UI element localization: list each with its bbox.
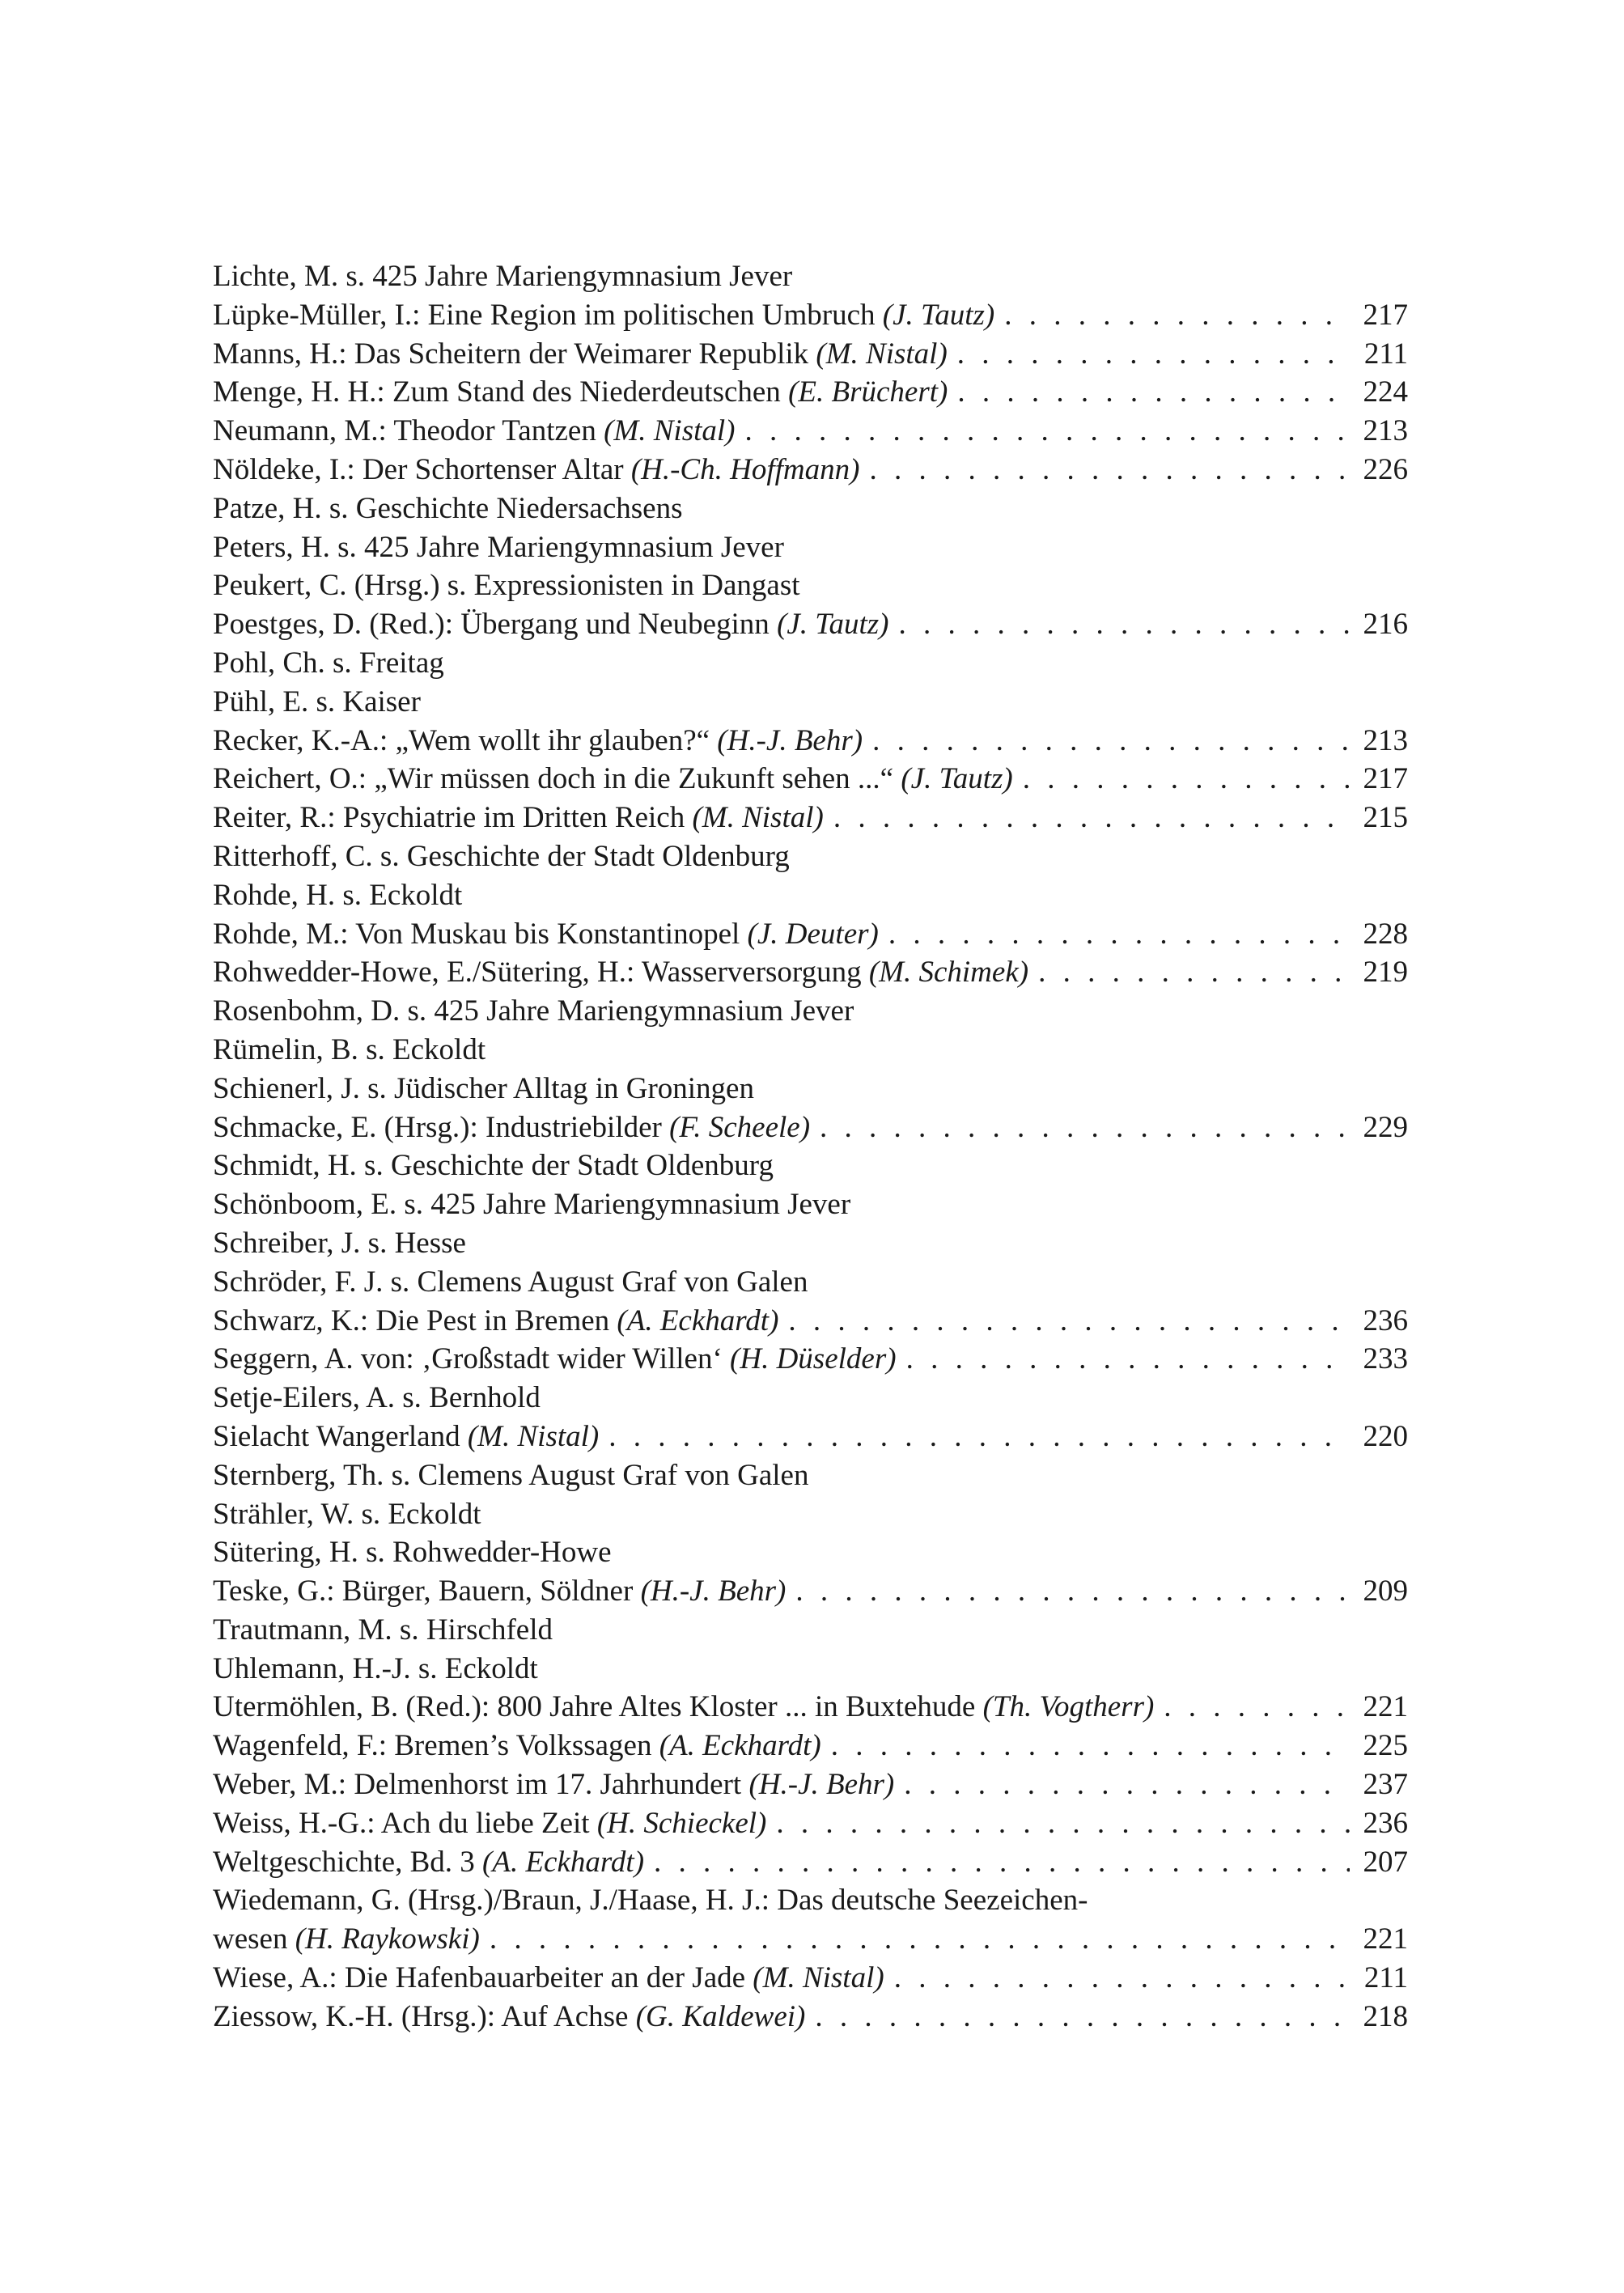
index-entry bbox=[213, 1302, 1408, 1341]
index-entry bbox=[213, 1959, 1408, 1998]
dot-leader bbox=[745, 412, 1351, 451]
entry-text: Weltgeschichte, Bd. 3 (A. Eckhardt) bbox=[213, 1845, 645, 1879]
index-entry bbox=[213, 1765, 1408, 1804]
entry-text: Sternberg, Th. s. Clemens August Graf von Galen bbox=[213, 1458, 809, 1492]
index-entry bbox=[213, 837, 1408, 876]
dot-leader bbox=[815, 1998, 1350, 2037]
entry-text: Wagenfeld, F.: Bremen’s Volkssagen (A. Eckhardt) bbox=[213, 1729, 821, 1763]
index-entry bbox=[213, 1881, 1408, 1920]
index-entry bbox=[213, 1185, 1408, 1224]
entry-text: Strähler, W. s. Eckoldt bbox=[213, 1497, 481, 1531]
page-number: 216 bbox=[1363, 608, 1408, 642]
page-number: 219 bbox=[1363, 956, 1408, 990]
page-number: 213 bbox=[1363, 414, 1408, 448]
page-number: 211 bbox=[1363, 337, 1408, 371]
dot-leader bbox=[831, 1727, 1350, 1765]
index-entry bbox=[213, 644, 1408, 683]
dot-leader bbox=[894, 1959, 1350, 1998]
index-entry bbox=[213, 1611, 1408, 1650]
page-number: 236 bbox=[1363, 1303, 1408, 1337]
dot-leader bbox=[888, 915, 1350, 954]
page-number: 236 bbox=[1363, 1806, 1408, 1840]
index-entry bbox=[213, 876, 1408, 915]
dot-leader bbox=[776, 1804, 1350, 1843]
dot-leader bbox=[1164, 1688, 1350, 1727]
index-entry bbox=[213, 412, 1408, 451]
index-entry bbox=[213, 799, 1408, 837]
index-entry bbox=[213, 296, 1408, 335]
entry-text: Patze, H. s. Geschichte Niedersachsens bbox=[213, 491, 683, 525]
entry-text: Lüpke-Müller, I.: Eine Region im politischen Umbruch (J. Tautz) bbox=[213, 298, 995, 332]
index-entry bbox=[213, 1998, 1408, 2037]
entry-text: Ziessow, K.-H. (Hrsg.): Auf Achse (G. Kaldewei) bbox=[213, 1999, 806, 2033]
index-entry bbox=[213, 335, 1408, 374]
dot-leader bbox=[957, 335, 1350, 374]
entry-text: Uhlemann, H.-J. s. Eckoldt bbox=[213, 1651, 538, 1685]
index-entry bbox=[213, 953, 1408, 992]
index-entry bbox=[213, 257, 1408, 296]
index-entry bbox=[213, 1650, 1408, 1689]
entry-text: Peters, H. s. 425 Jahre Mariengymnasium Jever bbox=[213, 530, 784, 564]
index-entry bbox=[213, 451, 1408, 490]
entry-text: Peukert, C. (Hrsg.) s. Expressionisten in Dangast bbox=[213, 569, 800, 603]
entry-text: Trautmann, M. s. Hirschfeld bbox=[213, 1613, 553, 1647]
entry-text: Reichert, O.: „Wir müssen doch in die Zukunft sehen ...“ (J. Tautz) bbox=[213, 762, 1013, 796]
dot-leader bbox=[833, 799, 1350, 837]
entry-text: Wiedemann, G. (Hrsg.)/Braun, J./Haase, H. J.: Das deutsche Seezeichen- bbox=[213, 1884, 1088, 1918]
entry-text: Poestges, D. (Red.): Übergang und Neubeginn (J. Tautz) bbox=[213, 608, 889, 642]
entry-text: Reiter, R.: Psychiatrie im Dritten Reich (M. Nistal) bbox=[213, 801, 824, 835]
dot-leader bbox=[872, 722, 1350, 761]
dot-leader bbox=[788, 1302, 1350, 1341]
index-entry bbox=[213, 1108, 1408, 1147]
entry-text: Neumann, M.: Theodor Tantzen (M. Nistal) bbox=[213, 414, 736, 448]
index-entry bbox=[213, 1224, 1408, 1263]
entry-text: Pohl, Ch. s. Freitag bbox=[213, 646, 444, 680]
dot-leader bbox=[654, 1843, 1350, 1882]
entry-text: Pühl, E. s. Kaiser bbox=[213, 685, 421, 718]
index-entry bbox=[213, 373, 1408, 412]
entry-text: Sielacht Wangerland (M. Nistal) bbox=[213, 1419, 600, 1453]
index-entry bbox=[213, 1920, 1408, 1959]
entry-text: Menge, H. H.: Zum Stand des Niederdeutschen (E. Brüchert) bbox=[213, 375, 948, 409]
index-entry bbox=[213, 683, 1408, 722]
index-entry bbox=[213, 1456, 1408, 1495]
page-number: 237 bbox=[1363, 1768, 1408, 1802]
page-number: 215 bbox=[1363, 801, 1408, 835]
index-entry bbox=[213, 1146, 1408, 1185]
entry-text: Weber, M.: Delmenhorst im 17. Jahrhundert (H.-J. Behr) bbox=[213, 1768, 895, 1802]
index-entry bbox=[213, 1688, 1408, 1727]
page-number: 220 bbox=[1363, 1419, 1408, 1453]
index-entry bbox=[213, 1572, 1408, 1611]
entry-text: Schwarz, K.: Die Pest in Bremen (A. Eckhardt) bbox=[213, 1303, 779, 1337]
page-number: 207 bbox=[1363, 1845, 1408, 1879]
page-number: 221 bbox=[1363, 1690, 1408, 1724]
dot-leader bbox=[869, 451, 1350, 490]
index-entry bbox=[213, 528, 1408, 567]
page-number: 224 bbox=[1363, 375, 1408, 409]
entry-text: wesen (H. Raykowski) bbox=[213, 1922, 480, 1956]
dot-leader bbox=[899, 605, 1351, 644]
page-number: 225 bbox=[1363, 1729, 1408, 1763]
index-entry bbox=[213, 1070, 1408, 1108]
index-entry bbox=[213, 1495, 1408, 1534]
page-number: 233 bbox=[1363, 1342, 1408, 1376]
entry-text: Schmacke, E. (Hrsg.): Industriebilder (F. Scheele) bbox=[213, 1110, 811, 1144]
entry-text: Seggern, A. von: ‚Großstadt wider Willen‘ (H. Düselder) bbox=[213, 1342, 897, 1376]
entry-text: Manns, H.: Das Scheitern der Weimarer Republik (M. Nistal) bbox=[213, 337, 948, 371]
page-number: 221 bbox=[1363, 1922, 1408, 1956]
index-entry bbox=[213, 1263, 1408, 1302]
dot-leader bbox=[906, 1340, 1350, 1379]
index-entry bbox=[213, 1418, 1408, 1456]
entry-text: Rümelin, B. s. Eckoldt bbox=[213, 1032, 486, 1066]
index-entry bbox=[213, 605, 1408, 644]
page-number: 226 bbox=[1363, 452, 1408, 486]
dot-leader bbox=[904, 1765, 1350, 1804]
entry-text: Rohde, M.: Von Muskau bis Konstantinopel (J. Deuter) bbox=[213, 917, 879, 951]
page-number: 213 bbox=[1363, 723, 1408, 757]
entry-text: Rosenbohm, D. s. 425 Jahre Mariengymnasium Jever bbox=[213, 994, 854, 1028]
index-entry bbox=[213, 1031, 1408, 1070]
entry-text: Utermöhlen, B. (Red.): 800 Jahre Altes Kloster ... in Buxtehude (Th. Vogtherr) bbox=[213, 1690, 1155, 1724]
page-number: 218 bbox=[1363, 1999, 1408, 2033]
entry-text: Lichte, M. s. 425 Jahre Mariengymnasium Jever bbox=[213, 260, 793, 293]
index-entry bbox=[213, 722, 1408, 761]
page-number: 209 bbox=[1363, 1575, 1408, 1608]
page-number: 211 bbox=[1363, 1961, 1408, 1995]
entry-text: Rohde, H. s. Eckoldt bbox=[213, 878, 463, 912]
entry-text: Recker, K.-A.: „Wem wollt ihr glauben?“ (H.-J. Behr) bbox=[213, 723, 863, 757]
dot-leader bbox=[820, 1108, 1350, 1147]
dot-leader bbox=[1004, 296, 1350, 335]
index-entry bbox=[213, 1340, 1408, 1379]
entry-text: Schönboom, E. s. 425 Jahre Mariengymnasium Jever bbox=[213, 1188, 851, 1222]
dot-leader bbox=[608, 1418, 1350, 1456]
entry-text: Sütering, H. s. Rohwedder-Howe bbox=[213, 1536, 612, 1570]
entry-text: Weiss, H.-G.: Ach du liebe Zeit (H. Schieckel) bbox=[213, 1806, 767, 1840]
page-number: 217 bbox=[1363, 762, 1408, 796]
entry-text: Teske, G.: Bürger, Bauern, Söldner (H.-J. Behr) bbox=[213, 1575, 787, 1608]
index-entry bbox=[213, 992, 1408, 1031]
page-number: 229 bbox=[1363, 1110, 1408, 1144]
entry-text: Rohwedder-Howe, E./Sütering, H.: Wasserversorgung (M. Schimek) bbox=[213, 956, 1029, 990]
entry-text: Wiese, A.: Die Hafenbauarbeiter an der Jade (M. Nistal) bbox=[213, 1961, 884, 1995]
index-entry bbox=[213, 915, 1408, 954]
index-entry bbox=[213, 566, 1408, 605]
entry-text: Schröder, F. J. s. Clemens August Graf von Galen bbox=[213, 1265, 808, 1299]
index-entry bbox=[213, 1727, 1408, 1765]
entry-text: Schienerl, J. s. Jüdischer Alltag in Groningen bbox=[213, 1071, 754, 1105]
entry-text: Ritterhoff, C. s. Geschichte der Stadt Oldenburg bbox=[213, 839, 790, 873]
dot-leader bbox=[1038, 953, 1350, 992]
page-number: 217 bbox=[1363, 298, 1408, 332]
index-entry bbox=[213, 1843, 1408, 1882]
entry-text: Schmidt, H. s. Geschichte der Stadt Oldenburg bbox=[213, 1149, 774, 1183]
index-page bbox=[213, 257, 1408, 2037]
dot-leader bbox=[957, 373, 1350, 412]
index-entry bbox=[213, 1379, 1408, 1418]
index-entry bbox=[213, 760, 1408, 799]
index-entry bbox=[213, 490, 1408, 528]
page-number: 228 bbox=[1363, 917, 1408, 951]
index-entry bbox=[213, 1533, 1408, 1572]
entry-text: Setje-Eilers, A. s. Bernhold bbox=[213, 1381, 541, 1415]
dot-leader bbox=[1023, 760, 1350, 799]
index-entry bbox=[213, 1804, 1408, 1843]
entry-text: Nöldeke, I.: Der Schortenser Altar (H.-Ch. Hoffmann) bbox=[213, 452, 860, 486]
dot-leader bbox=[490, 1920, 1350, 1959]
entry-text: Schreiber, J. s. Hesse bbox=[213, 1226, 466, 1260]
dot-leader bbox=[795, 1572, 1350, 1611]
